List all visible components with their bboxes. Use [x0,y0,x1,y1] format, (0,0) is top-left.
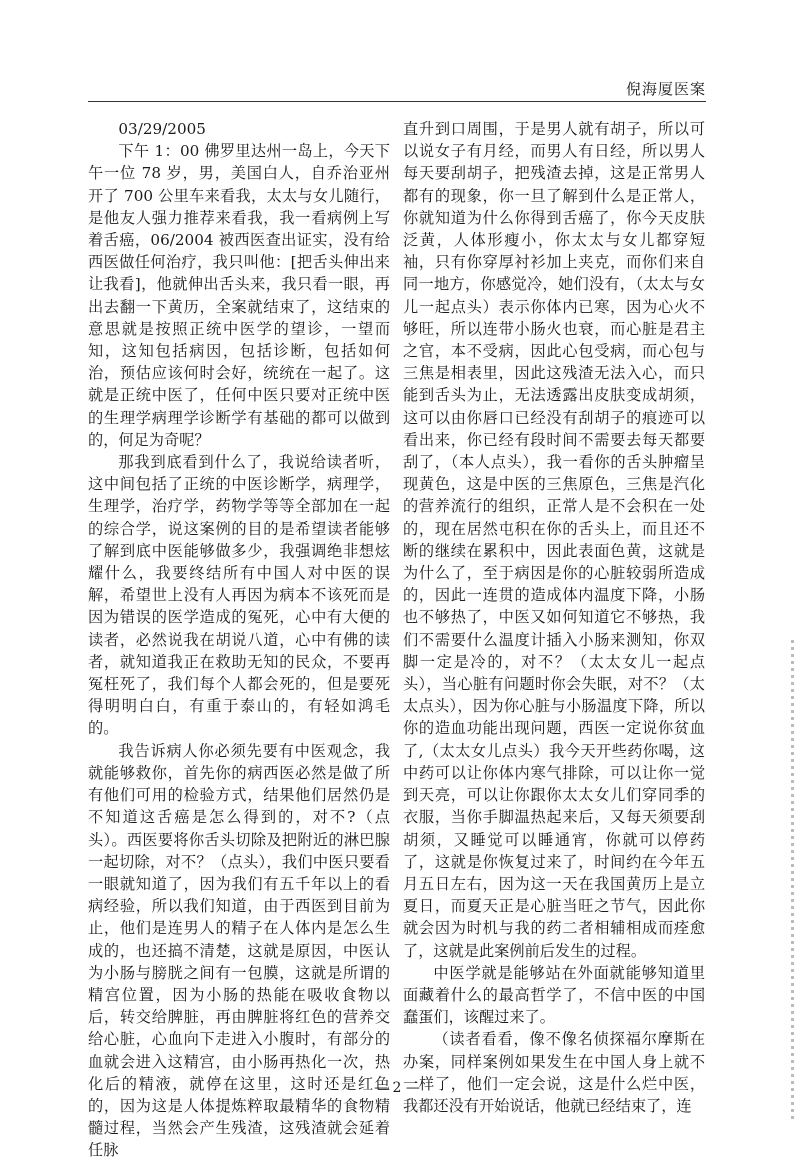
paragraph-philosophy: 中医学就是能够站在外面就能够知道里面藏着什么的最高哲学了，不信中医的中国蠢蛋们，该醒过来了。 [403,963,705,1027]
paragraph-case-intro: 下午 1：00 佛罗里达州一岛上，今天下午一位 78 岁，男，美国白人，自乔治亚州开了 700 公里车来看我，太太与女儿随行，是他友人强力推荐来看我，我一看病例上写着舌癌，06/2004 被西医查出证实，没有给西医做任何治疗，我只叫他：[把舌头伸出来让我看]，他就伸出舌头来，我只看一眼，再出去翻一下黄历，全案就结束了，这结束的意思就是按照正统中医学的望诊，一望而知，这知包括病因，包括诊断，包括如何治，预估应该何时会好，统统在一起了。这就是正统中医了，任何中医只要对正统中医的生理学病理学诊断学有基础的都可以做到的，何足为奇呢？ [88,142,390,449]
paragraph-reader-note: （读者看看，像不像名侦探福尔摩斯在办案，同样案例如果发生在中国人身上就不一样了，他们一定会说，这是什么烂中医，我都还没有开始说话，他就已经结束了，连 [403,1030,705,1115]
paragraph-explanation: 那我到底看到什么了，我说给读者听，这中间包括了正统的中医诊断学，病理学，生理学，治疗学，药物学等等全部加在一起的综合学，说这案例的目的是希望读者能够了解到底中医能够做多少，我强调绝非想炫耀什么，我要终结所有中国人对中医的误解，希望世上没有人再因为病本不该死而是因为错误的医学造成的冤死，心中有大便的读者，必然说我在胡说八道，心中有佛的读者，就知道我正在救助无知的民众，不要再冤枉死了，我们每个人都会死的，但是要死得明明白白，有重于泰山的，有轻如鸿毛的。 [88,453,390,738]
case-date: 03/29/2005 [118,120,206,138]
running-header-title: 倪海厦医案 [625,80,706,98]
paragraph-diagnosis-continued: 直升到口周围，于是男人就有胡子，所以可以说女子有月经，而男人有日经，所以男人每天要刮胡子，把残渣去掉，这是正常男人都有的现象，你一旦了解到什么是正常人，你就知道为什么你得到舌癌了，你今天皮肤泛黄，人体形瘦小，你太太与女儿都穿短袖，只有你穿厚衬衫加上夹克，而你们来自同一地方，你感觉冷，她们没有，（太太与女儿一起点头）表示你体内已寒，因为心火不够旺，所以连带小肠火也衰，而心脏是君主之官，本不受病，因此心包受病，而心包与三焦是相表里，因此这残渣无法入心，而只能到舌头为止，无法透露出皮肤变成胡须，这可以由你唇口已经没有刮胡子的痕迹可以看出来，你已经有段时间不需要去每天都要刮了，（本人点头），我一看你的舌头肿瘤呈现黄色，这是中医的三焦原色，三焦是汽化的营养流行的组织，正常人是不会积在一处的，现在居然屯积在你的舌头上，而且还不断的继续在累积中，因此表面色黄，这就是为什么了，至于病因是你的心脏较弱所造成的，因此一连贯的造成体内温度下降，小肠也不够热了，中医又如何知道它不够热，我们不需要什么温度计插入小肠来测知，你双脚一定是冷的，对不？（太太女儿一起点头），当心脏有问题时你会失眠，对不？（太太点头），因为你心脏与小肠温度下降，所以你的造血功能出现问题，西医一定说你贫血了,（太太女儿点头）我今天开些药你喝，这中药可以让你体内寒气排除，可以让你一觉到天亮，可以让你跟你太太女儿们穿同季的衣服，当你手脚温热起来后，又每天须要刮胡须，又睡觉可以睡通宵，你就可以停药了，这就是你恢复过来了，时间约在今年五月五日左右，因为这一天在我国黄历上是立夏日，而夏天正是心脏当旺之节气，因此你就会因为时机与我的药二者相辅相成而痊愈了，这就是此案例前后发生的过程。 [403,120,705,960]
page-number: — 2 — [374,1080,420,1096]
right-text-column [403,118,705,1117]
paragraph-diagnosis: 我告诉病人你必须先要有中医观念，我就能够救你，首先你的病西医必然是做了所有他们可用的检验方式，结果他们居然仍是不知道这舌癌是怎么得到的，对不?（点头）。西医要将你舌头切除及把附近的淋巴腺一起切除，对不？（点头），我们中医只要看一眼就知道了，因为我们有五千年以上的看病经验，所以我们知道，由于西医到目前为止，他们是连男人的精子在人体内是怎么生成的，也还搞不清楚，这就是原因，中医认为小肠与膀胱之间有一包膜，这就是所谓的精宫位置，因为小肠的热能在吸收食物以后，转交给脾脏，再由脾脏将红色的营养交给心脏，心血向下走进入小腹时，有部分的血就会进入这精宫，由小肠再热化一次，热化后的精液，就停在这里，这时还是红色的，因为这是人体提炼粹取最精华的食物精髓过程，当然会产生残渣，这残渣就会延着任脉 [88,741,390,1160]
left-text-column [88,118,390,1162]
header-divider [88,101,706,102]
